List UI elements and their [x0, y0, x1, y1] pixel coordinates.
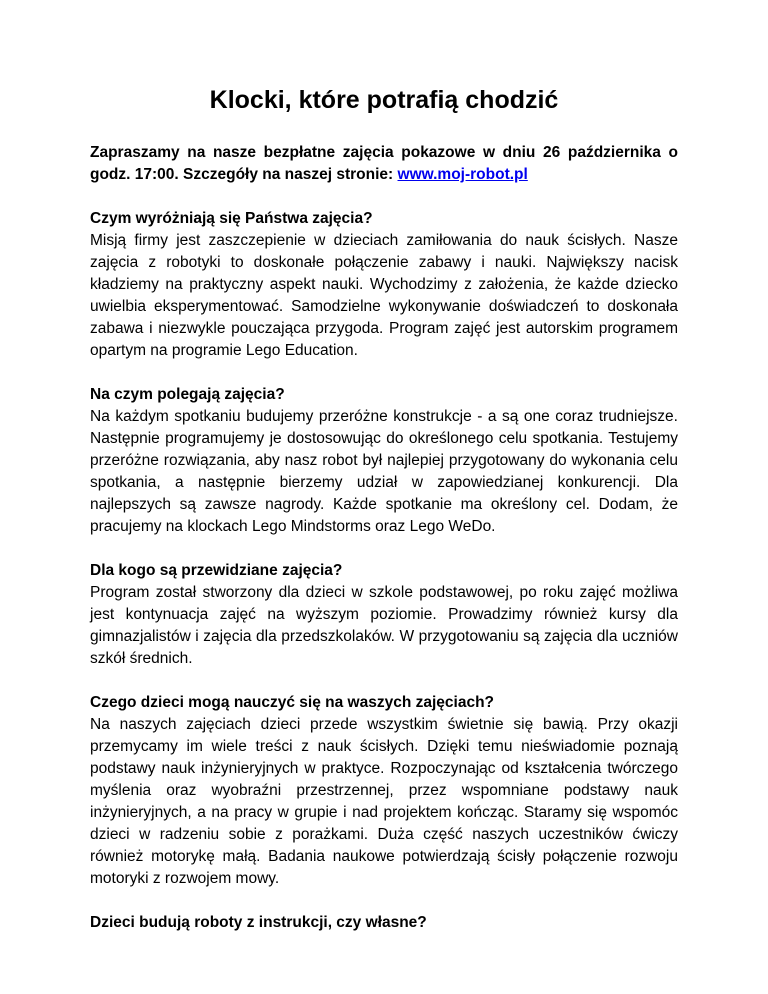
- faq-question: Dzieci budują roboty z instrukcji, czy własne?: [90, 914, 427, 931]
- faq-question: Na czym polegają zajęcia?: [90, 386, 285, 403]
- faq-question: Czym wyróżniają się Państwa zajęcia?: [90, 210, 373, 227]
- page-title: Klocki, które potrafią chodzić: [209, 86, 559, 114]
- faq-section-3: [90, 560, 678, 670]
- faq-section-1: [90, 208, 678, 362]
- intro-paragraph: [90, 142, 678, 186]
- faq-answer: Program został stworzony dla dzieci w szkole podstawowej, po roku zajęć możliwa jest kontynuacja zajęć na wyższym poziomie. Prowadzimy również kursy dla gimnazjalistów i zajęcia dla przedszkolaków. W przygotowaniu są zajęcia dla uczniów szkół średnich.: [90, 584, 678, 667]
- faq-section-4: [90, 692, 678, 890]
- intro-text: Zapraszamy na nasze bezpłatne zajęcia pokazowe w dniu 26 października o godz. 17:00. Szczegóły na naszej stronie:: [90, 144, 678, 183]
- faq-answer: Na każdym spotkaniu budujemy przeróżne konstrukcje - a są one coraz trudniejsze. Następnie programujemy je dostosowując do określonego celu spotkania. Testujemy przeróżne rozwiązania, aby nasz robot był najlepiej przygotowany do wykonania celu spotkania, a następnie bierzemy udział w zapowiedzianej konkurencji. Dla najlepszych są zawsze nagrody. Każde spotkanie ma określony cel. Dodam, że pracujemy na klockach Lego Mindstorms oraz Lego WeDo.: [90, 408, 678, 535]
- faq-question: Dla kogo są przewidziane zajęcia?: [90, 562, 343, 579]
- website-link[interactable]: www.moj-robot.pl: [397, 166, 528, 183]
- faq-section-2: [90, 384, 678, 538]
- faq-answer: Na naszych zajęciach dzieci przede wszystkim świetnie się bawią. Przy okazji przemycamy im wiele treści z nauk ścisłych. Dzięki temu nieświadomie poznają podstawy nauk inżynieryjnych w praktyce. Rozpoczynając od kształcenia twórczego myślenia oraz wyobraźni przestrzennej, przez wspomniane podstawy nauk inżynieryjnych, a na pracy w grupie i nad projektem kończąc. Staramy się wspomóc dzieci w radzeniu sobie z porażkami. Duża część naszych uczestników ćwiczy również motorykę małą. Badania naukowe potwierdzają ścisły połączenie rozwoju motoryki z rozwojem mowy.: [90, 716, 678, 887]
- faq-question: Czego dzieci mogą nauczyć się na waszych zajęciach?: [90, 694, 495, 711]
- faq-section-5: [90, 912, 678, 934]
- faq-answer: Misją firmy jest zaszczepienie w dzieciach zamiłowania do nauk ścisłych. Nasze zajęcia z robotyki to doskonałe połączenie zabawy i nauki. Największy nacisk kładziemy na praktyczny aspekt nauki. Wychodzimy z założenia, że każde dziecko uwielbia eksperymentować. Samodzielne wykonywanie doświadczeń to doskonała zabawa i niezwykle pouczająca przygoda. Program zajęć jest autorskim programem opartym na programie Lego Education.: [90, 232, 678, 359]
